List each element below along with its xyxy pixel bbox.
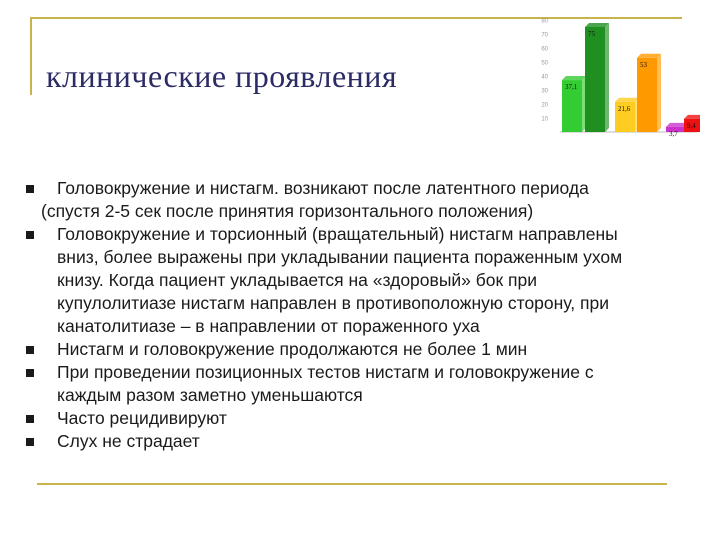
bar	[637, 58, 657, 132]
bar-top	[585, 23, 609, 27]
bar-value-label: 3,7	[669, 129, 678, 138]
y-tick-label: 20	[541, 102, 548, 109]
bullet-marker-icon	[26, 415, 34, 423]
y-tick-label: 30	[541, 88, 548, 95]
bullet-marker-icon	[26, 369, 34, 377]
bar-top	[562, 76, 586, 80]
bar-value-label: 53	[640, 60, 647, 69]
bullet-item	[24, 407, 704, 430]
bullet-text-line: При проведении позиционных тестов нистагм и головокружение с	[57, 362, 594, 382]
bullet-item	[24, 338, 704, 361]
y-tick-label: 60	[541, 46, 548, 53]
y-tick-label: 80	[541, 18, 548, 25]
y-tick-label: 40	[541, 74, 548, 81]
bullet-text-line: Слух не страдает	[57, 431, 200, 451]
bullet-item	[24, 177, 704, 223]
left-divider	[30, 17, 32, 95]
bullet-text-line: книзу. Когда пациент укладывается на «здоровый» бок при	[57, 270, 538, 290]
bullet-text-line: купулолитиазе нистагм направлен в противоположную сторону, при	[57, 293, 610, 313]
bar-top	[684, 115, 700, 119]
bullet-text-line: Головокружение и нистагм. возникают после латентного периода	[57, 178, 589, 198]
bullet-text-line: канатолитиазе – в направлении от пораженного уха	[57, 316, 480, 336]
bar-value-label: 9,4	[687, 121, 696, 130]
bar	[585, 27, 605, 132]
bullet-item	[24, 361, 704, 407]
bullet-marker-icon	[26, 438, 34, 446]
y-tick-label: 50	[541, 60, 548, 67]
bottom-divider	[37, 483, 667, 485]
bar-value-label: 21,6	[618, 104, 631, 113]
bullet-marker-icon	[26, 231, 34, 239]
bullet-text-line: Нистагм и головокружение продолжаются не более 1 мин	[57, 339, 528, 359]
bullet-item	[24, 430, 704, 453]
bar-side	[605, 23, 609, 132]
bar-value-label: 75	[588, 30, 595, 38]
bar-top	[615, 98, 639, 102]
bullet-list	[24, 177, 704, 453]
slide-title: клинические проявления	[46, 58, 398, 94]
bullet-text-line: (спустя 2-5 сек после принятия горизонтального положения)	[41, 201, 534, 221]
bullet-text-line: Часто рецидивируют	[57, 408, 227, 428]
bar-value-label: 37,1	[565, 83, 578, 92]
bar-chart	[525, 12, 700, 140]
bar-side	[657, 54, 661, 132]
bullet-text-line: Головокружение и торсионный (вращательный) нистагм направлены	[57, 224, 618, 244]
bullet-text-line: вниз, более выражены при укладывании пациента пораженным ухом	[57, 247, 623, 267]
y-tick-label: 10	[541, 116, 548, 123]
bullet-text-line: каждым разом заметно уменьшаются	[57, 385, 363, 405]
bullet-marker-icon	[26, 346, 34, 354]
y-tick-label: 70	[541, 32, 548, 39]
bullet-item	[24, 223, 704, 338]
bar-top	[637, 54, 661, 58]
bullet-marker-icon	[26, 185, 34, 193]
